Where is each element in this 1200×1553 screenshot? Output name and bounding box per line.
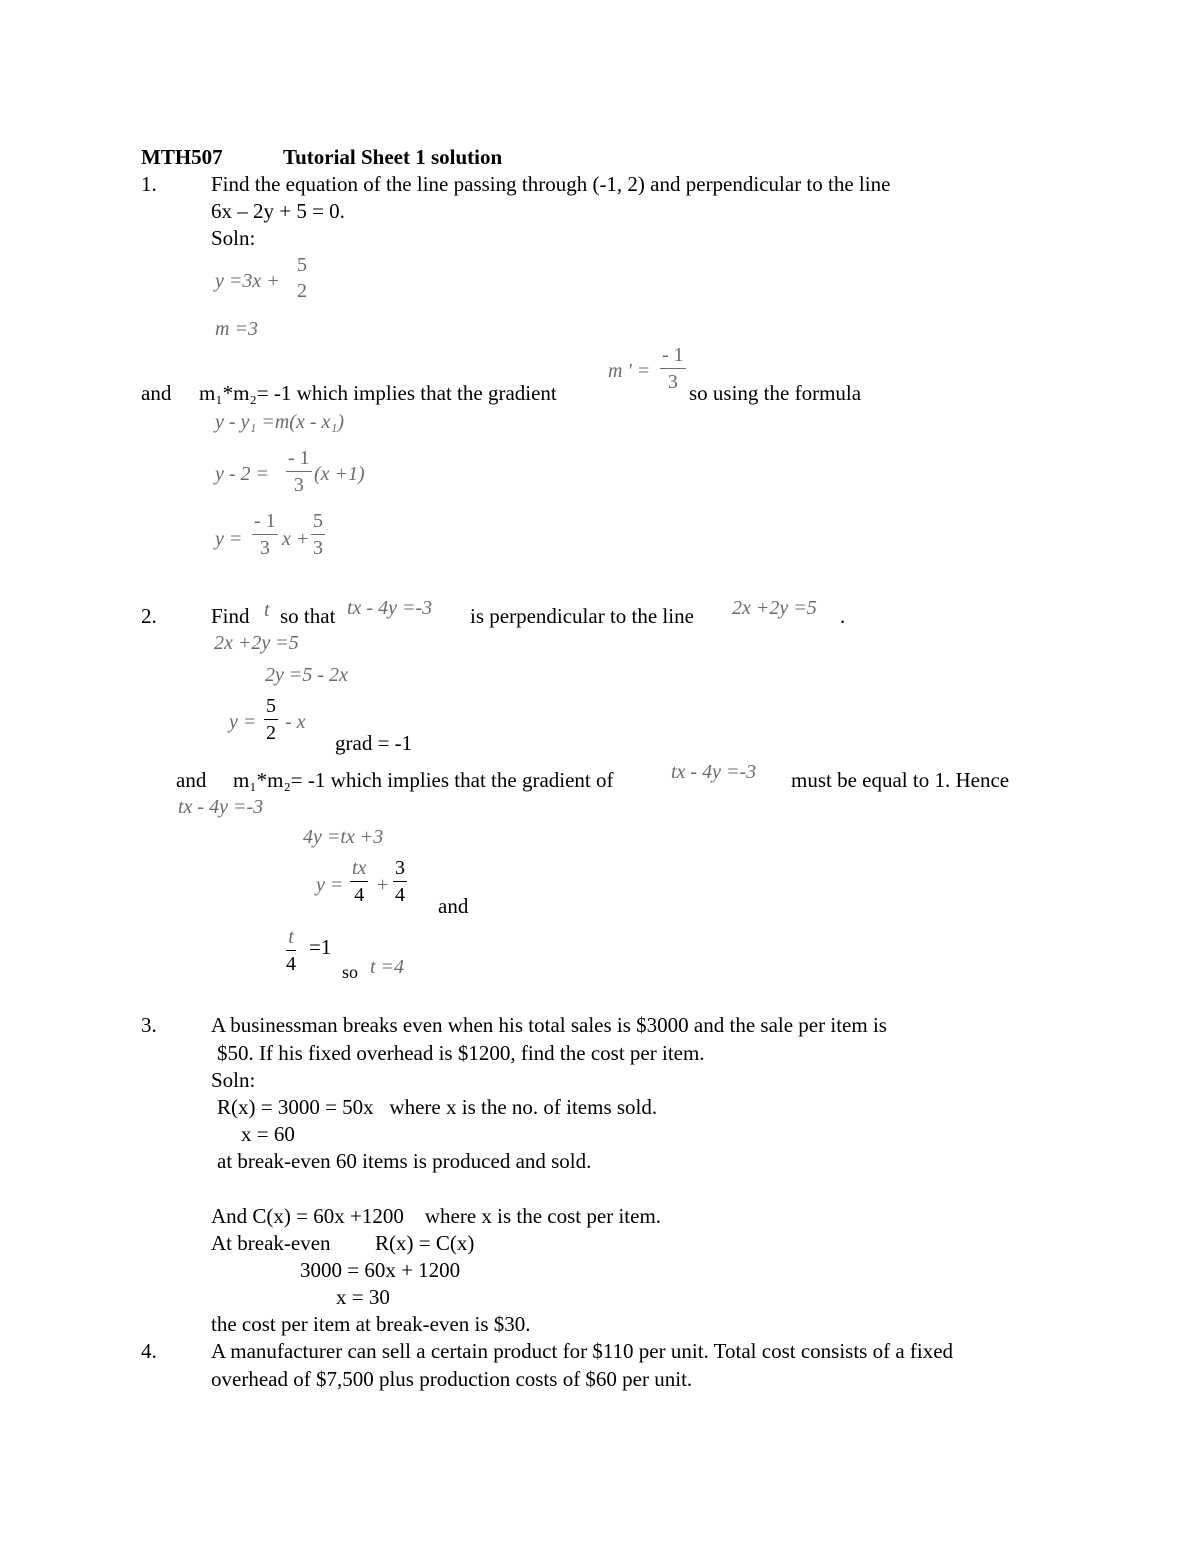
q1-eq4-den: 3 <box>293 474 304 496</box>
q2-period: . <box>840 604 846 628</box>
q2-step3-rhs: - x <box>285 711 306 733</box>
q1-eq1-fraction <box>295 255 309 301</box>
q1-eq5-den1: 3 <box>259 537 270 559</box>
q2-step6-num1: tx <box>350 858 368 882</box>
q2-step2: 2y =5 - 2x <box>265 664 348 686</box>
q2-t: t <box>264 599 270 621</box>
q2-and: and <box>176 768 207 792</box>
q2-step6-num2: 3 <box>393 858 407 882</box>
q2-step3-fraction <box>264 696 278 743</box>
q1-soln-label: Soln: <box>211 226 256 250</box>
q2-eq-b: 2x +2y =5 <box>732 597 817 619</box>
q2-step3-den: 2 <box>266 722 276 744</box>
q1-eq5-mid: x + <box>282 528 310 550</box>
q2-step6-den1: 4 <box>354 884 365 906</box>
q1-eq1-num: 5 <box>297 254 307 276</box>
q2-number: 2. <box>141 604 157 628</box>
q2-step3-num: 5 <box>264 696 278 720</box>
q1-eq4-rhs: (x +1) <box>314 463 365 485</box>
q2-step6-fraction1 <box>350 858 368 905</box>
q1-eq3: y - y₁ =m(x - x₁) <box>215 411 344 433</box>
q2-step6-den2: 4 <box>395 884 405 906</box>
q1-eq5-num1: - 1 <box>252 511 278 535</box>
q2-find: Find <box>211 604 250 628</box>
q2-step8 <box>370 956 404 977</box>
q1-eq2: m =3 <box>215 318 258 340</box>
q1-eq5-lhs: y = <box>215 528 243 550</box>
q1-and: and <box>141 381 172 405</box>
q3-line7a: At break-even <box>211 1231 331 1255</box>
q2-m1m2-text: m₁*m₂= -1 which implies that the gradient of <box>233 768 614 792</box>
q3-text-line1: A businessman breaks even when his total sales is $3000 and the sale per item is <box>211 1013 887 1037</box>
q2-step7-rhs: =1 <box>309 935 332 959</box>
q3-number: 3. <box>141 1013 157 1037</box>
q3-line8: 3000 = 60x + 1200 <box>300 1258 461 1282</box>
q1-mprime-num: - 1 <box>660 345 686 369</box>
q2-grad: grad = -1 <box>335 731 413 755</box>
q3-line9: x = 30 <box>336 1285 390 1309</box>
course-code: MTH507 <box>141 145 223 169</box>
q3-line10: the cost per item at break-even is $30. <box>211 1312 531 1336</box>
page-title: Tutorial Sheet 1 solution <box>283 145 503 169</box>
q3-line3: R(x) = 3000 = 50x where x is the no. of items sold. <box>217 1095 658 1119</box>
q3-line7b: R(x) = C(x) <box>375 1231 475 1255</box>
q2-step7-den: 4 <box>286 953 296 975</box>
q1-mprime-lhs: m ' = <box>608 360 651 382</box>
q1-eq4-fraction <box>286 448 312 495</box>
q2-step6-fraction2 <box>393 858 407 905</box>
q2-step5: 4y =tx +3 <box>303 826 384 848</box>
q1-eq5-fraction2 <box>311 511 325 558</box>
q1-eq5-den2: 3 <box>313 537 323 559</box>
q2-is-perp: is perpendicular to the line <box>470 604 694 628</box>
q1-so-formula: so using the formula <box>689 381 862 405</box>
q1-eq5-num2: 5 <box>311 511 325 535</box>
q4-text-line1: A manufacturer can sell a certain product for $110 per unit. Total cost consists of a fixed <box>211 1339 954 1363</box>
q4-text-line2: overhead of $7,500 plus production costs of $60 per unit. <box>211 1367 693 1391</box>
q4-number: 4. <box>141 1339 157 1363</box>
q1-eq4-num: - 1 <box>286 448 312 472</box>
q2-eq-c: tx - 4y =-3 <box>671 761 757 783</box>
q2-step4: tx - 4y =-3 <box>178 796 264 818</box>
q1-text-line2: 6x – 2y + 5 = 0. <box>211 199 345 223</box>
q1-eq1-lhs: y =3x + <box>215 270 280 292</box>
q3-text-line2: $50. If his fixed overhead is $1200, find the cost per item. <box>217 1041 705 1065</box>
q2-step7-num: t <box>286 927 296 951</box>
q2-so-that: so that <box>280 604 336 628</box>
q1-eq1-den: 2 <box>297 280 307 302</box>
q1-m1m2-text: m₁*m₂= -1 which implies that the gradient <box>199 381 557 405</box>
q2-eq-a: tx - 4y =-3 <box>347 597 433 619</box>
q3-line5: at break-even 60 items is produced and sold. <box>217 1149 592 1173</box>
q1-text-line1: Find the equation of the line passing through (-1, 2) and perpendicular to the line <box>211 172 891 196</box>
q2-step6-mid: + <box>377 874 389 896</box>
q3-line4: x = 60 <box>241 1122 295 1146</box>
q3-soln-label: Soln: <box>211 1068 256 1092</box>
q2-step3-lhs: y = <box>229 711 257 733</box>
q1-eq4-lhs: y - 2 = <box>215 463 270 485</box>
q3-line6: And C(x) = 60x +1200 where x is the cost per item. <box>211 1204 662 1228</box>
q1-eq5-fraction1 <box>252 511 278 558</box>
q2-so: so <box>342 962 359 982</box>
q1-number: 1. <box>141 172 157 196</box>
q2-step6-lhs: y = <box>316 874 344 896</box>
q2-step7-fraction <box>286 927 296 974</box>
q1-mprime-fraction <box>660 345 686 392</box>
q1-mprime-den: 3 <box>667 371 678 393</box>
q2-and2: and <box>438 894 469 918</box>
q2-must: must be equal to 1. Hence <box>791 768 1010 792</box>
q2-step8-text: t =4 <box>370 956 405 978</box>
q2-step1: 2x +2y =5 <box>214 632 299 654</box>
